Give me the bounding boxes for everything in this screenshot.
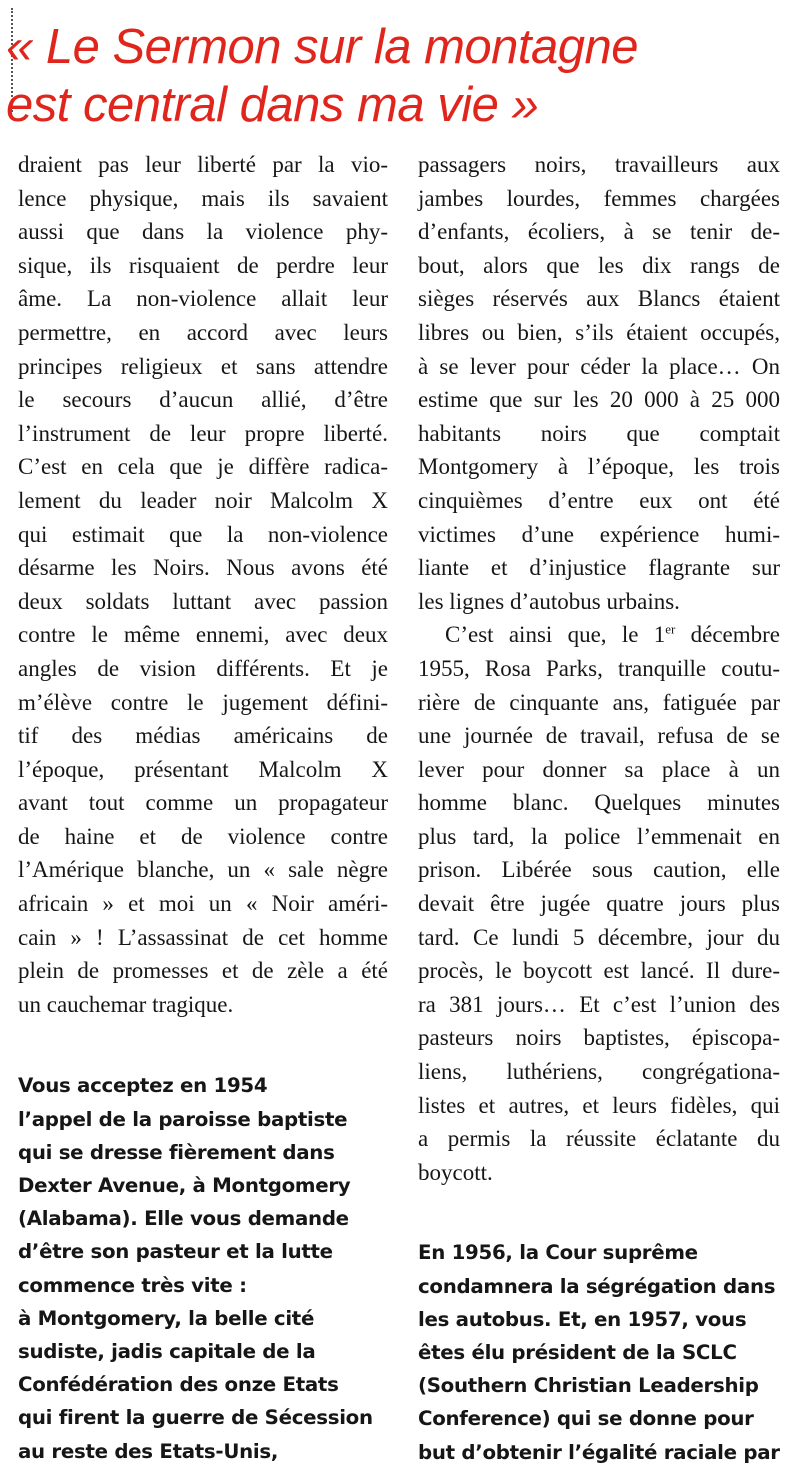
question-line: l’appel de la paroisse baptiste bbox=[18, 1107, 348, 1131]
interview-question bbox=[418, 1236, 780, 1468]
text-line: libres ou bien, s’ils étaient occupés, bbox=[418, 319, 780, 345]
text-line: les lignes d’autobus urbains. bbox=[418, 588, 680, 614]
text-line: âme. La non-violence allait leur bbox=[18, 286, 388, 312]
text-line: lever pour donner sa place à un bbox=[418, 756, 780, 782]
text-line: prison. Libérée sous caution, elle bbox=[418, 857, 780, 883]
question-line: condamnera la ségrégation dans bbox=[418, 1274, 776, 1298]
text-line: procès, le boycott est lancé. Il dure- bbox=[418, 958, 780, 984]
text-line: boycott. bbox=[418, 1159, 493, 1185]
text-line: tif des médias américains de bbox=[18, 723, 388, 749]
section-gap bbox=[18, 1021, 388, 1069]
text-line: pasteurs noirs baptistes, épiscopa- bbox=[418, 1025, 780, 1051]
text-line: sique, ils risquaient de perdre leur bbox=[18, 252, 388, 278]
text-line: une journée de travail, refusa de se bbox=[418, 723, 780, 749]
text-line: qui estimait que la non-violence bbox=[18, 521, 388, 547]
answer-paragraph bbox=[418, 618, 780, 1189]
text-segment: décembre bbox=[675, 622, 781, 648]
text-line: Montgomery à l’époque, les trois bbox=[418, 454, 780, 480]
text-line: plein de promesses et de zèle a été bbox=[18, 958, 388, 984]
text-line: africain » et moi un « Noir améri- bbox=[18, 891, 388, 917]
text-line: avant tout comme un propagateur bbox=[18, 790, 388, 816]
text-line: devait être jugée quatre jours plus bbox=[418, 891, 780, 917]
text-line: jambes lourdes, femmes chargées bbox=[418, 185, 780, 211]
text-line: cinquièmes d’entre eux ont été bbox=[418, 487, 780, 513]
right-column bbox=[418, 148, 780, 1469]
question-line: commence très vite : bbox=[18, 1273, 247, 1297]
question-line: (Southern Christian Leadership bbox=[418, 1374, 759, 1398]
interview-question bbox=[18, 1069, 388, 1467]
text-line: rière de cinquante ans, fatiguée par bbox=[418, 689, 780, 715]
headline-line: « Le Sermon sur la montagne bbox=[6, 20, 639, 74]
question-line: Vous acceptez en 1954 bbox=[18, 1074, 268, 1098]
text-line: estime que sur les 20 000 à 25 000 bbox=[418, 387, 780, 413]
text-line: passagers noirs, travailleurs aux bbox=[418, 152, 780, 177]
question-line: Conference) qui se donne pour bbox=[418, 1407, 754, 1431]
answer-paragraph bbox=[418, 148, 780, 618]
text-line: liante et d’injustice flagrante sur bbox=[418, 555, 780, 581]
text-line: tard. Ce lundi 5 décembre, jour du bbox=[418, 924, 780, 950]
text-line bbox=[418, 618, 780, 652]
text-line: draient pas leur liberté par la vio- bbox=[18, 152, 388, 177]
text-line: ra 381 jours… Et c’est l’union des bbox=[418, 991, 780, 1017]
text-line: angles de vision différents. Et je bbox=[18, 655, 388, 681]
question-line: êtes élu président de la SCLC bbox=[418, 1340, 737, 1364]
text-segment: C’est ainsi que, le 1 bbox=[445, 622, 666, 648]
text-line: le secours d’aucun allié, d’être bbox=[18, 387, 388, 413]
text-line: homme blanc. Quelques minutes bbox=[418, 790, 780, 816]
question-line: but d’obtenir l’égalité raciale par bbox=[418, 1440, 780, 1464]
text-line: l’instrument de leur propre liberté. bbox=[18, 420, 388, 446]
question-line: En 1956, la Cour suprême bbox=[418, 1241, 698, 1265]
text-line: a permis la réussite éclatante du bbox=[418, 1126, 780, 1152]
text-line: à se lever pour céder la place… On bbox=[418, 353, 780, 379]
text-line: aussi que dans la violence phy- bbox=[18, 219, 388, 245]
answer-paragraph bbox=[18, 148, 388, 1021]
ordinal-superscript: er bbox=[665, 621, 676, 637]
question-line: au reste des Etats-Unis, bbox=[18, 1439, 279, 1463]
question-line: Confédération des onze Etats bbox=[18, 1373, 339, 1397]
text-line: plus tard, la police l’emmenait en bbox=[418, 823, 780, 849]
question-line: les autobus. Et, en 1957, vous bbox=[418, 1307, 747, 1331]
left-column bbox=[18, 148, 388, 1468]
text-line: d’enfants, écoliers, à se tenir de- bbox=[418, 219, 780, 245]
text-line: listes et autres, et leurs fidèles, qui bbox=[418, 1092, 780, 1118]
headline bbox=[6, 18, 786, 134]
question-line: à Montgomery, la belle cité bbox=[18, 1306, 315, 1330]
text-line: liens, luthériens, congrégationa- bbox=[418, 1059, 780, 1085]
text-line: sièges réservés aux Blancs étaient bbox=[418, 286, 780, 312]
text-line: principes religieux et sans attendre bbox=[18, 353, 388, 379]
text-line: de haine et de violence contre bbox=[18, 823, 388, 849]
question-line: sudiste, jadis capitale de la bbox=[18, 1339, 316, 1363]
text-line: deux soldats luttant avec passion bbox=[18, 588, 388, 614]
question-line: (Alabama). Elle vous demande bbox=[18, 1207, 349, 1231]
question-line: qui firent la guerre de Sécession bbox=[18, 1406, 373, 1430]
text-line: lement du leader noir Malcolm X bbox=[18, 487, 388, 513]
question-line: qui se dresse fièrement dans bbox=[18, 1140, 335, 1164]
text-line: un cauchemar tragique. bbox=[18, 991, 234, 1017]
text-line: désarme les Noirs. Nous avons été bbox=[18, 555, 388, 581]
question-line: d’être son pasteur et la lutte bbox=[18, 1240, 333, 1264]
text-line: l’Amérique blanche, un « sale nègre bbox=[18, 857, 388, 883]
text-line: bout, alors que les dix rangs de bbox=[418, 252, 780, 278]
question-line: Dexter Avenue, à Montgomery bbox=[18, 1174, 351, 1197]
text-line: habitants noirs que comptait bbox=[418, 420, 780, 446]
headline-line: est central dans ma vie » bbox=[6, 78, 539, 132]
text-line: m’élève contre le jugement défini- bbox=[18, 689, 388, 715]
text-line: l’époque, présentant Malcolm X bbox=[18, 756, 388, 782]
text-line: victimes d’une expérience humi- bbox=[418, 521, 780, 547]
text-line: permettre, en accord avec leurs bbox=[18, 319, 388, 345]
text-line: lence physique, mais ils savaient bbox=[18, 185, 388, 211]
section-gap bbox=[418, 1189, 780, 1236]
text-line: C’est en cela que je diffère radica- bbox=[18, 454, 388, 480]
text-line: contre le même ennemi, avec deux bbox=[18, 622, 388, 648]
text-line: 1955, Rosa Parks, tranquille coutu- bbox=[418, 655, 780, 681]
text-line: cain » ! L’assassinat de cet homme bbox=[18, 924, 388, 950]
